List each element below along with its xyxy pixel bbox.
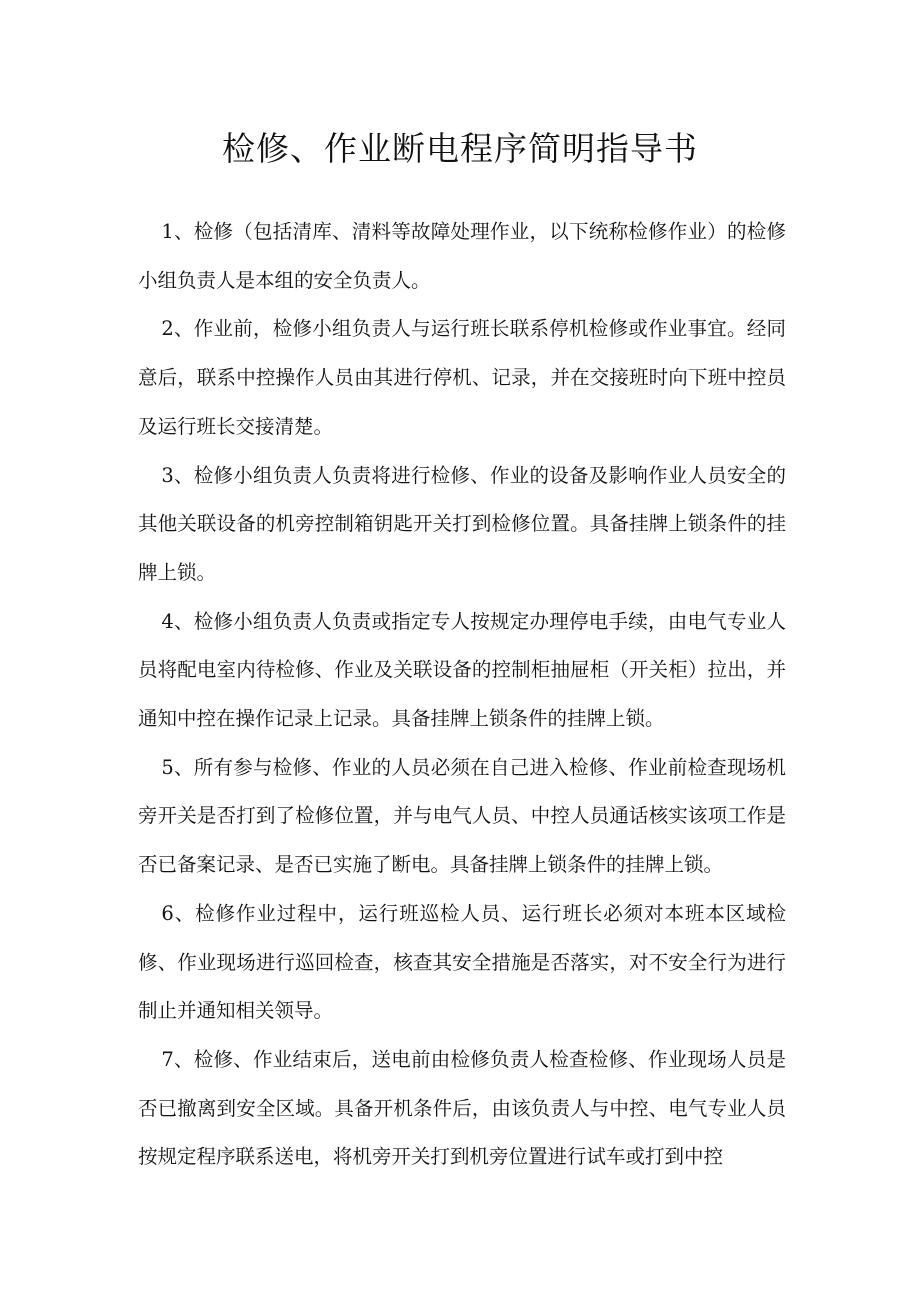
document-body	[138, 208, 786, 1182]
paragraph-7: 7、检修、作业结束后，送电前由检修负责人检查检修、作业现场人员是否已撤离到安全区域。具备开机条件后，由该负责人与中控、电气专业人员按规定程序联系送电，将机旁开关打到机旁位置进行试车或打到中控	[138, 1047, 786, 1169]
paragraph-2: 2、作业前，检修小组负责人与运行班长联系停机检修或作业事宜。经同意后，联系中控操作人员由其进行停机、记录，并在交接班时向下班中控员及运行班长交接清楚。	[138, 317, 786, 438]
page-title: 检修、作业断电程序简明指导书	[222, 129, 698, 168]
paragraph-1: 1、检修（包括清库、清料等故障处理作业，以下统称检修作业）的检修小组负责人是本组的安全负责人。	[138, 220, 786, 292]
paragraph-3: 3、检修小组负责人负责将进行检修、作业的设备及影响作业人员安全的其他关联设备的机旁控制箱钥匙开关打到检修位置。具备挂牌上锁条件的挂牌上锁。	[138, 463, 786, 584]
paragraph-6: 6、检修作业过程中，运行班巡检人员、运行班长必须对本班本区域检修、作业现场进行巡回检查，核查其安全措施是否落实，对不安全行为进行制止并通知相关领导。	[138, 901, 786, 1023]
paragraph-4: 4、检修小组负责人负责或指定专人按规定办理停电手续，由电气专业人员将配电室内待检修、作业及关联设备的控制柜抽屉柜（开关柜）拉出，并通知中控在操作记录上记录。具备挂牌上锁条件的挂牌上锁。	[138, 609, 786, 731]
paragraph-5: 5、所有参与检修、作业的人员必须在自己进入检修、作业前检查现场机旁开关是否打到了检修位置，并与电气人员、中控人员通话核实该项工作是否已备案记录、是否已实施了断电。具备挂牌上锁条件的挂牌上锁。	[138, 755, 786, 877]
